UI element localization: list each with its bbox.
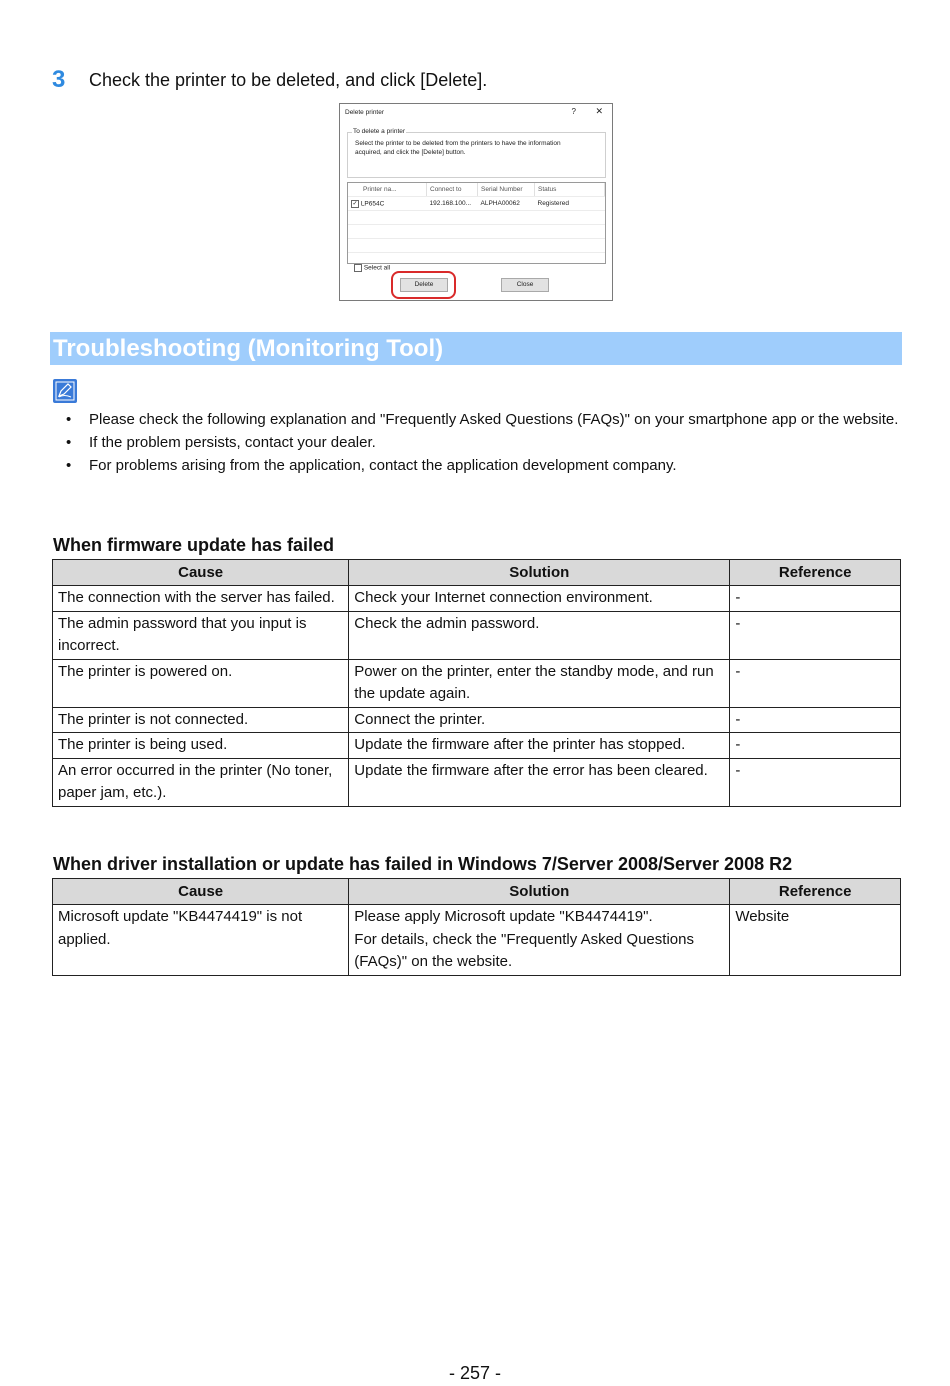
cause-cell: The printer is powered on. xyxy=(53,659,349,707)
cause-cell: Microsoft update "KB4474419" is not applied. xyxy=(53,905,349,976)
printer-list-header xyxy=(348,183,605,197)
page-number: - 257 - xyxy=(448,1363,502,1383)
reference-cell: - xyxy=(730,659,901,707)
cause-cell: The connection with the server has failed. xyxy=(53,586,349,612)
printer-row[interactable] xyxy=(348,197,605,211)
section-banner xyxy=(50,332,902,365)
row-checkbox[interactable]: ✓ xyxy=(352,200,358,207)
dialog-title: Delete printer xyxy=(345,109,385,116)
table-row xyxy=(53,586,901,612)
reference-cell: - xyxy=(730,611,901,659)
cause-cell: An error occurred in the printer (No toner, paper jam, etc.). xyxy=(53,758,349,806)
header-cause: Cause xyxy=(53,879,349,905)
table-row xyxy=(53,758,901,806)
reference-cell: - xyxy=(730,733,901,759)
reference-cell: Website xyxy=(730,905,901,976)
header-reference: Reference xyxy=(730,560,901,586)
solution-cell: Check the admin password. xyxy=(349,611,730,659)
note-pencil-icon xyxy=(53,379,77,403)
select-all-checkbox[interactable] xyxy=(354,264,390,272)
printer-status: Registered xyxy=(535,197,605,211)
printer-serial: ALPHA00062 xyxy=(478,197,535,211)
cause-cell: The printer is not connected. xyxy=(53,707,349,733)
column-header-status[interactable]: Status xyxy=(535,183,605,197)
step-3 xyxy=(52,66,912,96)
delete-highlight-circle xyxy=(391,271,456,299)
header-solution: Solution xyxy=(349,879,730,905)
close-icon[interactable]: ✕ xyxy=(595,106,603,116)
reference-cell: - xyxy=(730,586,901,612)
step-instruction: Check the printer to be deleted, and click [Delete]. xyxy=(89,70,488,90)
delete-printer-group xyxy=(347,128,606,178)
list-item: • If the problem persists, contact your dealer. xyxy=(52,432,902,455)
select-all-label: Select all xyxy=(363,264,391,272)
header-reference: Reference xyxy=(730,879,901,905)
section-heading-firmware: When firmware update has failed xyxy=(53,535,335,555)
column-header-printer[interactable]: Printer na... xyxy=(348,183,427,197)
solution-cell: Power on the printer, enter the standby mode, and run the update again. xyxy=(349,659,730,707)
section-heading-driver: When driver installation or update has failed in Windows 7/Server 2008/Server 2008 R2 xyxy=(53,854,793,874)
group-label: To delete a printer xyxy=(353,128,406,135)
cause-cell: The admin password that you input is incorrect. xyxy=(53,611,349,659)
driver-troubleshooting-table xyxy=(52,878,901,976)
solution-cell: Connect the printer. xyxy=(349,707,730,733)
help-icon[interactable]: ? xyxy=(571,107,576,116)
table-row xyxy=(53,707,901,733)
column-header-connect[interactable]: Connect to xyxy=(427,183,478,197)
table-header-row xyxy=(53,879,901,905)
step-number: 3 xyxy=(52,66,66,93)
table-row xyxy=(53,905,901,976)
header-solution: Solution xyxy=(349,560,730,586)
list-item: • For problems arising from the application, contact the application development company. xyxy=(52,455,902,478)
printer-list[interactable] xyxy=(347,182,606,264)
reference-cell: - xyxy=(730,707,901,733)
table-row xyxy=(53,733,901,759)
cause-cell: The printer is being used. xyxy=(53,733,349,759)
close-button[interactable]: Close xyxy=(501,278,549,292)
delete-button[interactable]: Delete xyxy=(400,278,448,292)
reference-cell: - xyxy=(730,758,901,806)
checkbox-box[interactable] xyxy=(354,264,362,272)
solution-cell: Check your Internet connection environment. xyxy=(349,586,730,612)
firmware-troubleshooting-table xyxy=(52,559,901,807)
list-item: • Please check the following explanation and "Frequently Asked Questions (FAQs)" on your smartphone app or the website. xyxy=(52,409,902,432)
banner-title: Troubleshooting (Monitoring Tool) xyxy=(53,335,444,362)
delete-printer-dialog-screenshot xyxy=(339,103,613,301)
solution-cell: Please apply Microsoft update "KB4474419". For details, check the "Frequently Asked Questions (FAQs)" on the website. xyxy=(349,905,730,976)
table-header-row xyxy=(53,560,901,586)
note-bullet-list xyxy=(52,409,902,478)
group-description: Select the printer to be deleted from the printers to have the information acquired, and click the [Delete] button. xyxy=(355,140,561,156)
solution-cell: Update the firmware after the error has been cleared. xyxy=(349,758,730,806)
printer-name: LP654C xyxy=(360,200,385,208)
column-header-serial[interactable]: Serial Number xyxy=(478,183,535,197)
header-cause: Cause xyxy=(53,560,349,586)
table-row xyxy=(53,611,901,659)
table-row xyxy=(53,659,901,707)
printer-connect: 192.168.100... xyxy=(427,197,478,211)
solution-cell: Update the firmware after the printer has stopped. xyxy=(349,733,730,759)
